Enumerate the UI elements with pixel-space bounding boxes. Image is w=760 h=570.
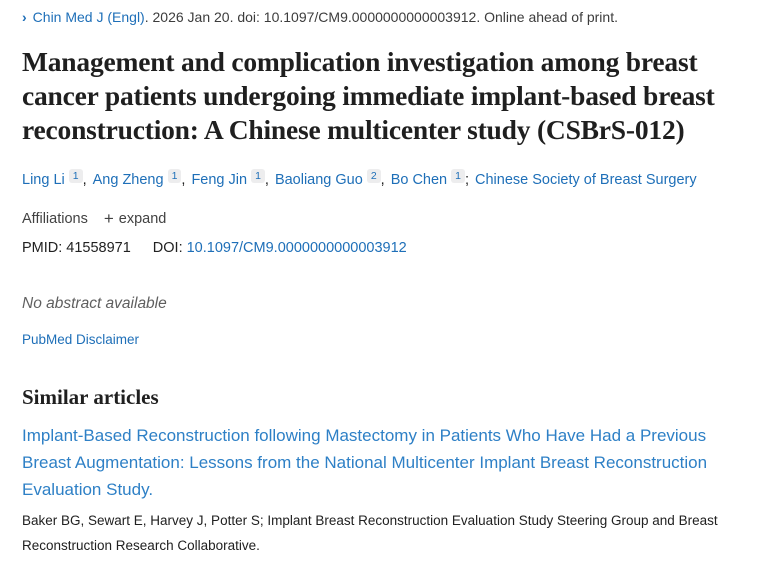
plus-icon: + [103, 209, 114, 228]
author-link[interactable]: Baoliang Guo [274, 172, 363, 188]
author-separator: ; [464, 172, 469, 188]
author-separator: , [82, 172, 87, 188]
pmid-group [22, 240, 131, 256]
expand-label: expand [118, 211, 167, 227]
similar-article-authors: Baker BG, Sewart E, Harvey J, Potter S; Implant Breast Reconstruction Evaluation Study Steering Group and Breast Reconstruction Research Collaborative. [22, 513, 718, 553]
affiliation-number-badge: 1 [168, 169, 182, 183]
citation-text: . 2026 Jan 20. doi: 10.1097/CM9.0000000000003912. Online ahead of print. [144, 9, 618, 25]
affiliations-label: Affiliations [22, 211, 88, 227]
author-link[interactable]: Feng Jin [191, 172, 248, 188]
doi-link[interactable]: 10.1097/CM9.0000000000003912 [186, 240, 407, 256]
authors-list [22, 169, 732, 189]
author-separator: , [380, 172, 385, 188]
author-link[interactable]: Ang Zheng [92, 172, 164, 188]
no-abstract-notice: No abstract available [22, 295, 167, 312]
affiliation-number-badge: 1 [69, 169, 83, 183]
author-link[interactable]: Bo Chen [390, 172, 448, 188]
article-title: Management and complication investigation among breast cancer patients undergoing immediate implant-based breast reconstruction: A Chinese multicenter study (CSBrS-012) [22, 46, 715, 145]
identifiers-row [22, 239, 732, 257]
pmid-label: PMID: [22, 240, 63, 256]
affiliation-number-badge: 1 [451, 169, 465, 183]
expand-affiliations-button[interactable] [104, 209, 167, 229]
affiliation-number-badge: 1 [251, 169, 265, 183]
pubmed-disclaimer-link[interactable]: PubMed Disclaimer [22, 332, 140, 347]
author-separator: , [264, 172, 269, 188]
affiliation-number-badge: 2 [367, 169, 381, 183]
chevron-right-icon[interactable]: › [22, 9, 27, 25]
similar-articles-section [22, 384, 732, 558]
author-link[interactable]: Ling Li [22, 172, 65, 188]
collaborator-link[interactable]: Chinese Society of Breast Surgery [475, 172, 697, 188]
pmid-value: 41558971 [66, 240, 131, 256]
breadcrumb [22, 8, 732, 26]
journal-link[interactable]: Chin Med J (Engl) [32, 9, 145, 25]
author-separator: , [181, 172, 186, 188]
similar-articles-heading: Similar articles [22, 385, 159, 409]
affiliations-row [22, 209, 732, 229]
similar-article-link[interactable]: Implant-Based Reconstruction following Mastectomy in Patients Who Have Had a Previous Breast Augmentation: Lessons from the National Multicenter Implant Breast Reconstruction Evaluation Study. [22, 426, 708, 499]
doi-label: DOI: [152, 240, 183, 256]
